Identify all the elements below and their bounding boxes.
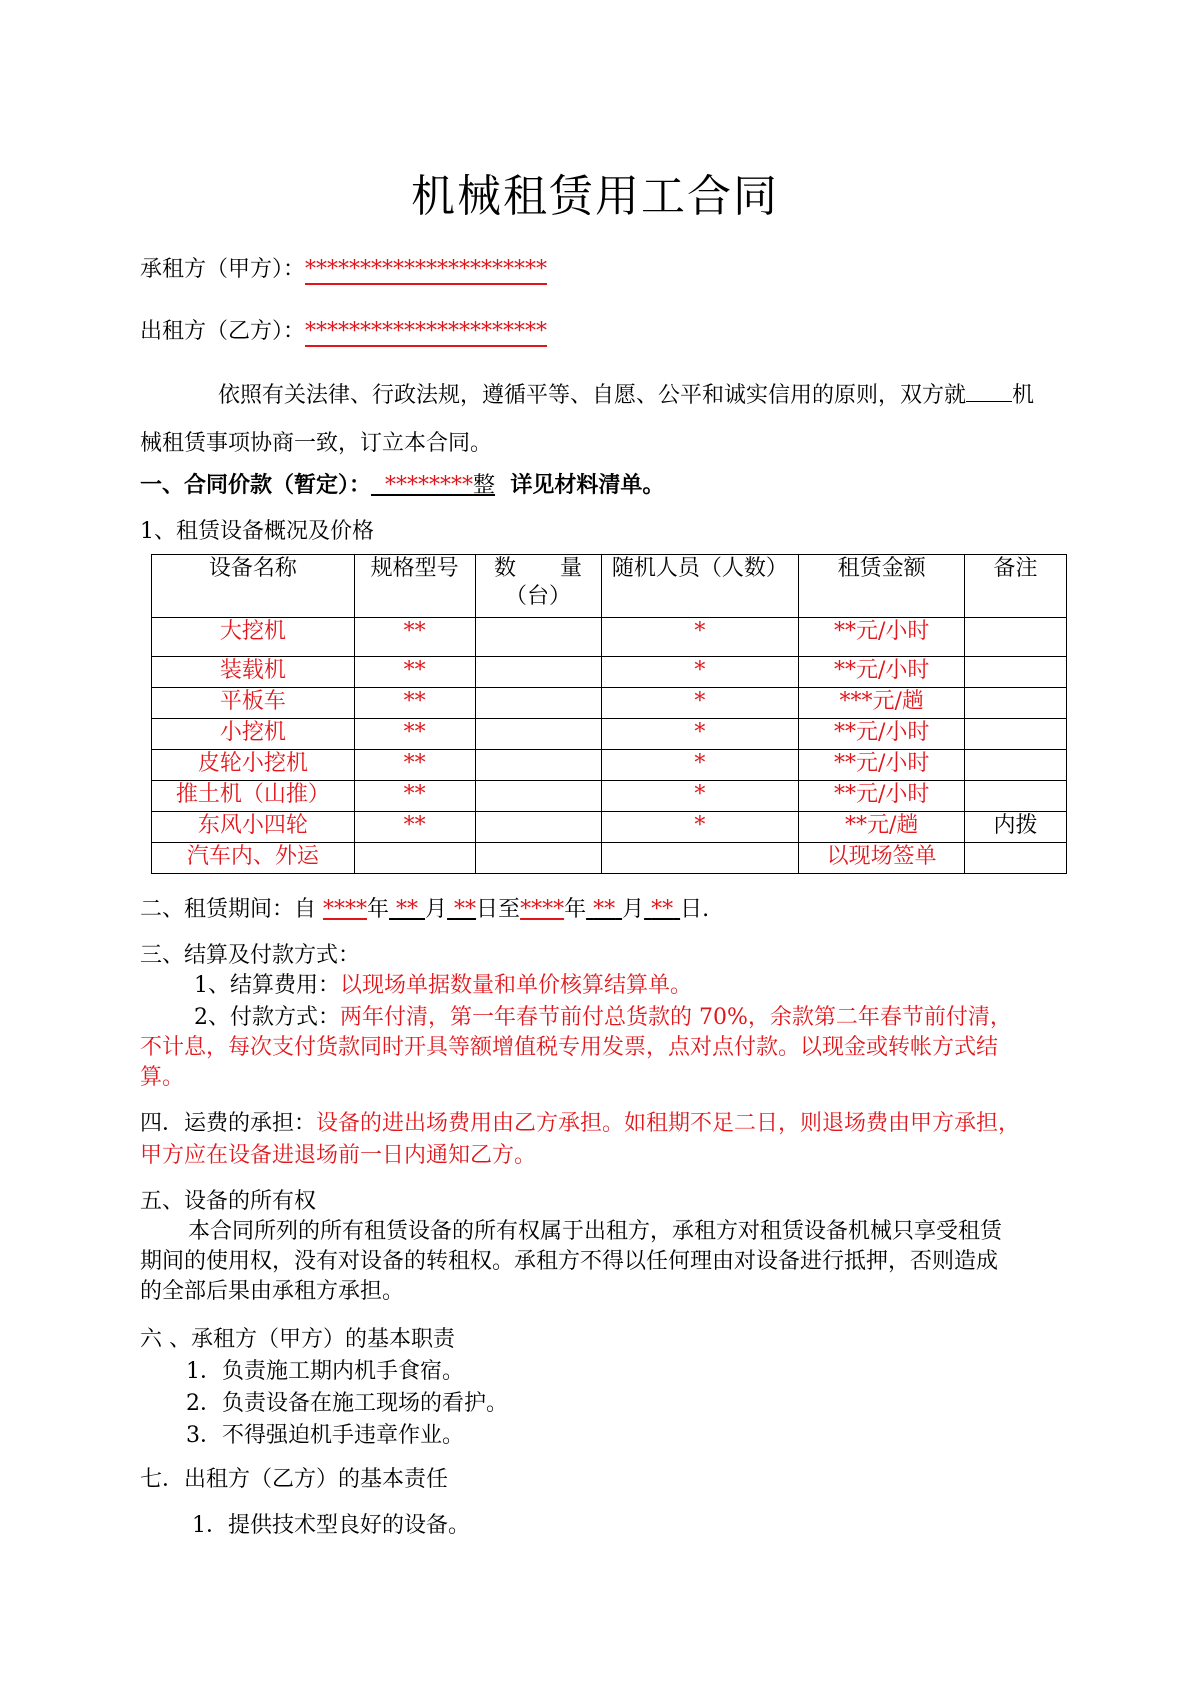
lessor-value: ********************** [305, 319, 547, 347]
table-header-row [152, 555, 1067, 618]
intro-text-b: 机 [1012, 383, 1035, 408]
section5-heading: 五、设备的所有权 [140, 1189, 317, 1214]
header-note: 备注 [965, 555, 1067, 618]
lessee-duty-2: 2．负责设备在施工现场的看护。 [186, 1391, 508, 1416]
settlement-line [194, 968, 692, 999]
end-day: ** [651, 897, 674, 922]
header-name: 设备名称 [152, 555, 355, 618]
table-row [152, 719, 1067, 750]
lessor-duty-1: 1．提供技术型良好的设备。 [192, 1513, 470, 1538]
cell-staff: * [601, 657, 799, 688]
cell-spec: ** [354, 812, 475, 843]
table-row [152, 750, 1067, 781]
text-end: 日. [680, 897, 710, 922]
ownership-line-3: 的全部后果由承租方承担。 [140, 1279, 405, 1304]
cell-amount: **元/小时 [799, 750, 965, 781]
intro-line-2: 械租赁事项协商一致，订立本合同。 [140, 431, 493, 456]
section7-heading: 七．出租方（乙方）的基本责任 [140, 1467, 449, 1492]
cell-spec [354, 843, 475, 874]
freight-label: 四．运费的承担： [140, 1111, 317, 1136]
cell-qty [475, 843, 601, 874]
ownership-line-2: 期间的使用权，没有对设备的转租权。承租方不得以任何理由对设备进行抵押，否则造成 [140, 1249, 999, 1274]
header-staff: 随机人员（人数） [601, 555, 799, 618]
cell-name: 推土机（山推） [152, 781, 355, 812]
payment-line-2: 不计息，每次支付货款同时开具等额增值税专用发票，点对点付款。以现金或转帐方式结 [140, 1035, 999, 1060]
cell-qty [475, 719, 601, 750]
cell-amount: **元/小时 [799, 719, 965, 750]
table-row [152, 657, 1067, 688]
start-day: ** [454, 897, 477, 922]
cell-name: 平板车 [152, 688, 355, 719]
end-year: **** [520, 897, 565, 922]
header-spec: 规格型号 [354, 555, 475, 618]
section3-heading: 三、结算及付款方式： [140, 943, 361, 968]
text-month: 月 [425, 897, 448, 922]
table-row [152, 618, 1067, 657]
ownership-line-1: 本合同所列的所有租赁设备的所有权属于出租方，承租方对租赁设备机械只享受租赁 [188, 1219, 1003, 1244]
section1-heading: 一、合同价款（暂定）： [140, 472, 372, 498]
payment-label: 2、付款方式： [194, 1005, 340, 1030]
text-year: 年 [367, 897, 390, 922]
text-month-2: 月 [622, 897, 645, 922]
cell-name: 皮轮小挖机 [152, 750, 355, 781]
section1-amount-wrap [371, 473, 495, 498]
cell-note [965, 618, 1067, 657]
section1-amount-suffix: 整 [473, 473, 496, 498]
intro-line-1 [218, 378, 1034, 409]
cell-amount: 以现场签单 [799, 843, 965, 874]
lessor-label: 出租方（乙方）： [140, 319, 306, 344]
start-month: ** [396, 897, 419, 922]
cell-staff: * [601, 812, 799, 843]
cell-spec: ** [354, 688, 475, 719]
cell-staff [601, 843, 799, 874]
cell-note [965, 719, 1067, 750]
section1-line [140, 468, 664, 499]
cell-note [965, 781, 1067, 812]
section1-amount: ******** [385, 473, 474, 498]
cell-name: 小挖机 [152, 719, 355, 750]
end-month: ** [593, 897, 616, 922]
payment-text-1: 两年付清，第一年春节前付总货款的 70%，余款第二年春节前付清， [340, 1005, 1012, 1030]
cell-qty [475, 812, 601, 843]
freight-line-1 [140, 1106, 1020, 1137]
freight-line-2: 甲方应在设备进退场前一日内通知乙方。 [140, 1143, 537, 1168]
sub-heading-equipment: 1、租赁设备概况及价格 [140, 519, 374, 544]
cell-staff: * [601, 750, 799, 781]
header-amount: 租赁金额 [799, 555, 965, 618]
cell-spec: ** [354, 719, 475, 750]
settlement-label: 1、结算费用： [194, 973, 340, 998]
table-row [152, 812, 1067, 843]
section6-heading: 六 、承租方（甲方）的基本职责 [140, 1327, 455, 1352]
cell-qty [475, 781, 601, 812]
document-title: 机械租赁用工合同 [411, 171, 779, 222]
cell-qty [475, 618, 601, 657]
cell-spec: ** [354, 750, 475, 781]
cell-note [965, 688, 1067, 719]
cell-staff: * [601, 618, 799, 657]
payment-line-3: 算。 [140, 1065, 185, 1090]
payment-line-1 [194, 1000, 1012, 1031]
cell-spec: ** [354, 781, 475, 812]
cell-note [965, 843, 1067, 874]
intro-text-a: 依照有关法律、行政法规，遵循平等、自愿、公平和诚实信用的原则，双方就 [218, 383, 967, 408]
cell-amount: **元/趟 [799, 812, 965, 843]
cell-spec: ** [354, 657, 475, 688]
lessee-duty-3: 3．不得强迫机手违章作业。 [186, 1423, 464, 1448]
cell-staff: * [601, 781, 799, 812]
cell-staff: * [601, 719, 799, 750]
settlement-text: 以现场单据数量和单价核算结算单。 [340, 973, 693, 998]
text-day-to: 日至 [476, 897, 521, 922]
lessee-label: 承租方（甲方）： [140, 257, 306, 282]
cell-name: 大挖机 [152, 618, 355, 657]
lease-period-line [140, 892, 709, 923]
cell-name: 东风小四轮 [152, 812, 355, 843]
cell-qty [475, 657, 601, 688]
intro-blank [966, 401, 1012, 402]
lessor-line [140, 314, 547, 345]
cell-qty [475, 688, 601, 719]
cell-amount: **元/小时 [799, 781, 965, 812]
start-year: **** [323, 897, 368, 922]
section1-note: 详见材料清单。 [510, 472, 665, 498]
cell-spec: ** [354, 618, 475, 657]
text-year-2: 年 [564, 897, 587, 922]
table-row [152, 781, 1067, 812]
header-qty: 数 量（台） [475, 555, 601, 618]
cell-note [965, 657, 1067, 688]
lessee-duty-1: 1．负责施工期内机手食宿。 [186, 1359, 464, 1384]
cell-note [965, 750, 1067, 781]
equipment-table [151, 554, 1067, 874]
cell-name: 装载机 [152, 657, 355, 688]
table-row [152, 688, 1067, 719]
cell-amount: **元/小时 [799, 618, 965, 657]
cell-staff: * [601, 688, 799, 719]
cell-name: 汽车内、外运 [152, 843, 355, 874]
cell-amount: **元/小时 [799, 657, 965, 688]
table-row [152, 843, 1067, 874]
lease-period-label: 二、租赁期间：自 [140, 897, 317, 922]
freight-text-1: 设备的进出场费用由乙方承担。如租期不足二日，则退场费由甲方承担， [316, 1111, 1021, 1136]
lessee-line [140, 252, 547, 283]
cell-qty [475, 750, 601, 781]
cell-note: 内拨 [965, 812, 1067, 843]
lessee-value: ********************** [305, 257, 547, 285]
cell-amount: ***元/趟 [799, 688, 965, 719]
